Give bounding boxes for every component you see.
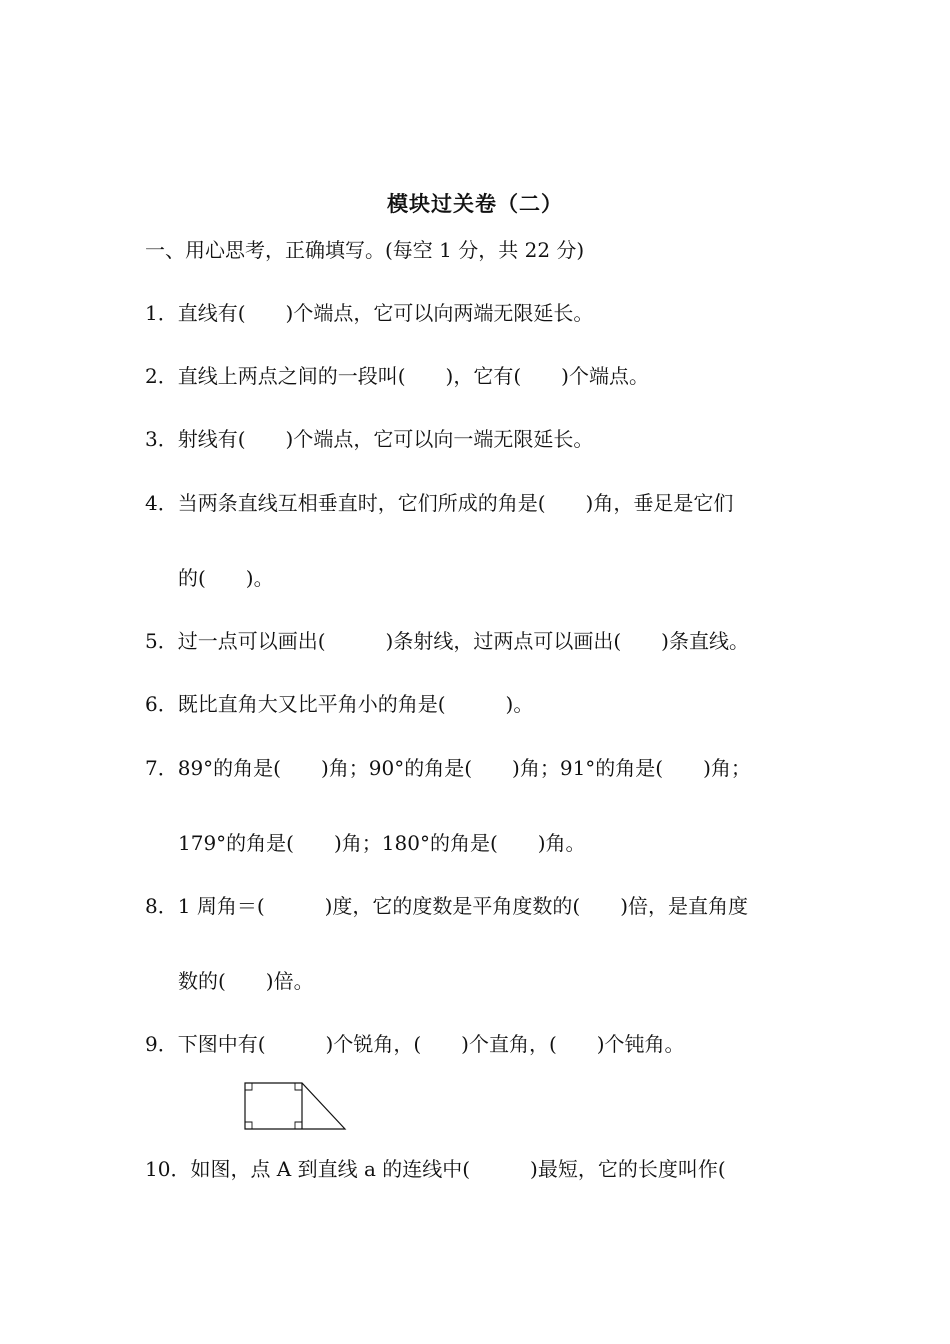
question-3 (145, 425, 593, 453)
question-text: 1 周角＝( )度，它的度数是平角度数的( )倍，是直角度 (177, 894, 749, 918)
question-number: 9． (145, 1032, 178, 1056)
question-number: 5． (145, 629, 178, 653)
page-title: 模块过关卷（二） (387, 192, 563, 216)
question-number: 6． (145, 692, 178, 716)
question-6 (145, 690, 533, 718)
question-8 (145, 892, 748, 920)
question-number: 2． (145, 364, 178, 388)
question-text: 89°的角是( )角；90°的角是( )角；91°的角是( )角； (177, 756, 751, 780)
angle-figure (240, 1078, 350, 1134)
right-angle-mark-top-left (245, 1083, 252, 1090)
question-number: 4． (145, 491, 178, 515)
question-1 (145, 299, 593, 327)
question-7-continued: 179°的角是( )角；180°的角是( )角。 (178, 831, 586, 855)
question-9 (145, 1030, 685, 1058)
question-8-continued: 数的( )倍。 (178, 969, 314, 993)
right-angle-mark-bottom-right (295, 1122, 302, 1129)
right-angle-mark-bottom-left (245, 1122, 252, 1129)
question-text: 下图中有( )个锐角，( )个直角，( )个钝角。 (177, 1032, 685, 1056)
question-2 (145, 362, 649, 390)
question-text: 直线有( )个端点，它可以向两端无限延长。 (177, 301, 594, 325)
section-heading: 一、用心思考，正确填写。(每空 1 分，共 22 分) (145, 238, 585, 262)
question-text: 直线上两点之间的一段叫( )，它有( )个端点。 (177, 364, 649, 388)
question-text: 既比直角大又比平角小的角是( )。 (177, 692, 534, 716)
question-text: 当两条直线互相垂直时，它们所成的角是( )角，垂足是它们 (177, 491, 734, 515)
question-7 (145, 754, 751, 782)
question-4-continued: 的( )。 (178, 566, 274, 590)
right-angle-mark-top-right (295, 1083, 302, 1090)
question-text: 射线有( )个端点，它可以向一端无限延长。 (177, 427, 594, 451)
question-text: 过一点可以画出( )条射线，过两点可以画出( )条直线。 (177, 629, 749, 653)
question-4 (145, 489, 733, 517)
question-5 (145, 627, 749, 655)
question-number: 7． (145, 756, 178, 780)
question-number: 1． (145, 301, 178, 325)
question-number: 8． (145, 894, 178, 918)
question-number: 10． (145, 1157, 191, 1181)
question-number: 3． (145, 427, 178, 451)
question-text: 如图，点 A 到直线 a 的连线中( )最短，它的长度叫作( (190, 1157, 726, 1181)
question-10 (145, 1155, 726, 1183)
